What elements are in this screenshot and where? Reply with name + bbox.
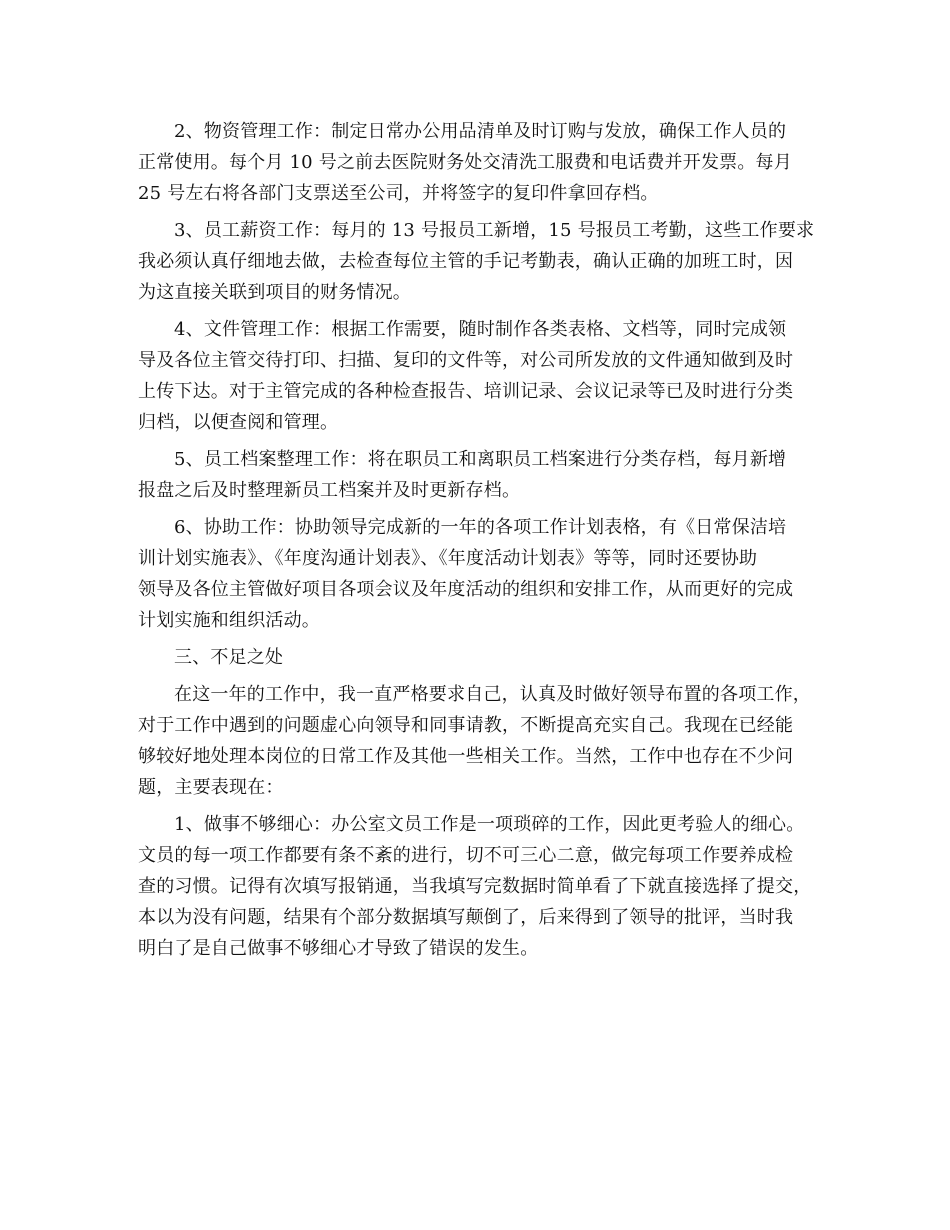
text-line: 导及各位主管交待打印、扫描、复印的文件等，对公司所发放的文件通知做到及时	[138, 350, 794, 371]
text-line: 2、物资管理工作：制定日常办公用品清单及时订购与发放，确保工作人员的	[174, 121, 787, 142]
paragraph-employee-files	[138, 444, 818, 506]
text-line: 3、员工薪资工作：每月的 13 号报员工新增，15 号报员工考勤，这些工作要求	[174, 220, 815, 241]
text-line: 文员的每一项工作都要有条不紊的进行，切不可三心二意，做完每项工作要养成检	[138, 845, 794, 866]
text-line: 上传下达。对于主管完成的各种检查报告、培训记录、会议记录等已及时进行分类	[138, 381, 794, 402]
text-line: 在这一年的工作中，我一直严格要求自己，认真及时做好领导布置的各项工作，	[174, 684, 811, 705]
text-line: 题，主要表现在：	[138, 777, 284, 798]
paragraph-assistance-work	[138, 512, 818, 636]
section-heading-shortcomings	[138, 642, 818, 673]
text-line: 25 号左右将各部门支票送至公司，并将签字的复印件拿回存档。	[138, 183, 659, 204]
document-page	[138, 116, 818, 970]
paragraph-payroll-work	[138, 215, 818, 308]
text-line: 训计划实施表》、《年度沟通计划表》、《年度活动计划表》等等，同时还要协助	[138, 548, 758, 569]
text-line: 够较好地处理本岗位的日常工作及其他一些相关工作。当然，工作中也存在不少问	[138, 746, 794, 767]
text-line: 报盘之后及时整理新员工档案并及时更新存档。	[138, 480, 521, 501]
text-line: 对于工作中遇到的问题虚心向领导和同事请教，不断提高充实自己。我现在已经能	[138, 715, 794, 736]
text-line: 明白了是自己做事不够细心才导致了错误的发生。	[138, 938, 539, 959]
text-line: 为这直接关联到项目的财务情况。	[138, 282, 411, 303]
text-line: 我必须认真仔细地去做，去检查每位主管的手记考勤表，确认正确的加班工时，因	[138, 251, 794, 272]
text-line: 4、文件管理工作：根据工作需要，随时制作各类表格、文档等，同时完成领	[174, 319, 787, 340]
text-line: 6、协助工作：协助领导完成新的一年的各项工作计划表格，有《日常保洁培	[174, 517, 787, 538]
text-line: 1、做事不够细心：办公室文员工作是一项琐碎的工作，因此更考验人的细心。	[174, 814, 805, 835]
text-line: 5、员工档案整理工作：将在职员工和离职员工档案进行分类存档，每月新增	[174, 449, 787, 470]
text-line: 正常使用。每个月 10 号之前去医院财务处交清洗工服费和电话费并开发票。每月	[138, 152, 792, 173]
paragraph-year-summary	[138, 679, 818, 803]
text-line: 领导及各位主管做好项目各项会议及年度活动的组织和安排工作，从而更好的完成	[138, 579, 794, 600]
paragraph-materials-management	[138, 116, 818, 209]
paragraph-not-careful-enough	[138, 809, 818, 964]
text-line: 三、不足之处	[174, 647, 284, 668]
text-line: 查的习惯。记得有次填写报销通，当我填写完数据时简单看了下就直接选择了提交，	[138, 876, 812, 897]
text-line: 归档，以便查阅和管理。	[138, 412, 339, 433]
text-line: 本以为没有问题，结果有个部分数据填写颠倒了，后来得到了领导的批评，当时我	[138, 907, 794, 928]
paragraph-document-management	[138, 314, 818, 438]
text-line: 计划实施和组织活动。	[138, 610, 320, 631]
